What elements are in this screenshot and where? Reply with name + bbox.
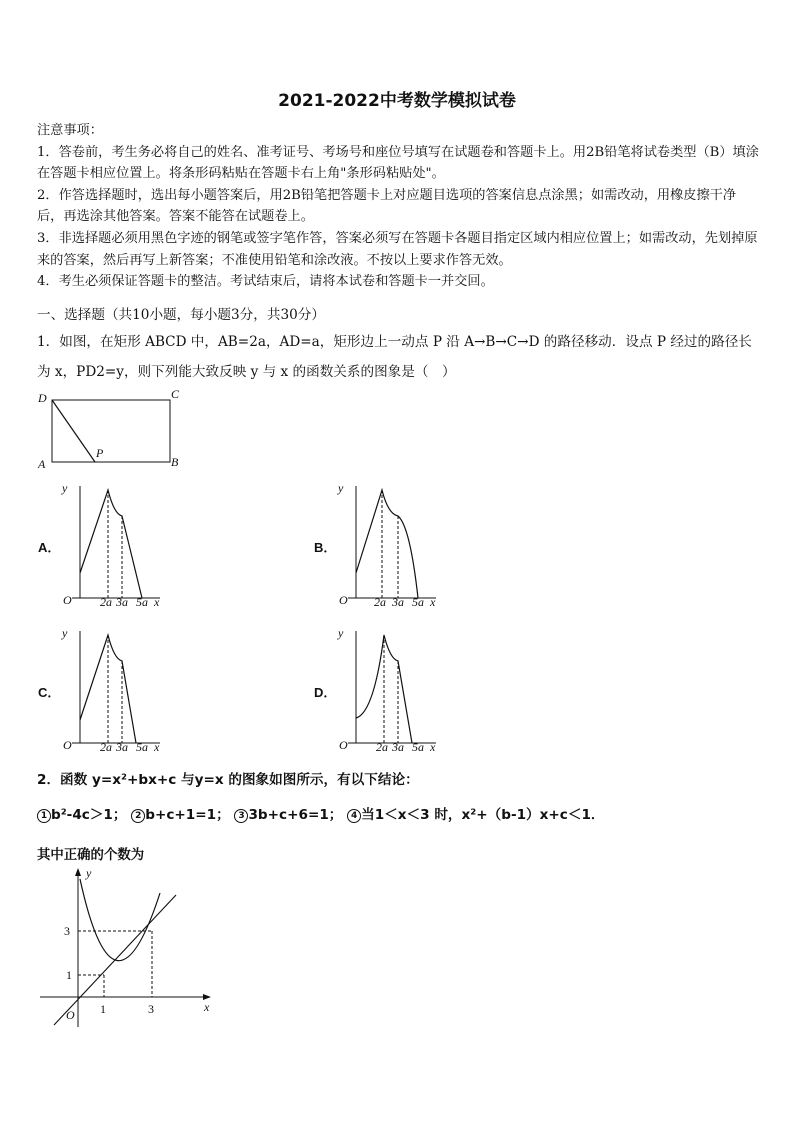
question-2-text: 2．函数 y=x²+bx+c 与y=x 的图象如图所示，有以下结论：: [37, 772, 419, 788]
svg-text:O: O: [66, 1008, 75, 1022]
svg-text:5a: 5a: [412, 595, 424, 609]
section-heading: 一、选择题（共10小题，每小题3分，共30分）: [37, 307, 325, 323]
label-c: C: [171, 387, 180, 401]
option-d-graph: [336, 623, 446, 753]
label-p: P: [96, 446, 104, 460]
option-d-label: D．: [314, 685, 337, 700]
notes-block: [37, 120, 762, 293]
note-item: 2．作答选择题时，选出每小题答案后，用2B铅笔把答题卡上对应题目选项的答案信息点涂黑；如需改动，用橡皮擦干净后，再选涂其他答案。答案不能答在试题卷上。: [37, 187, 737, 225]
question-2-prompt: 其中正确的个数为: [37, 848, 145, 863]
option-c-graph: [60, 623, 170, 753]
exam-title: 2021-2022中考数学模拟试卷: [278, 91, 516, 111]
svg-text:3a: 3a: [392, 595, 404, 609]
svg-text:y: y: [62, 626, 68, 640]
svg-text:2a: 2a: [100, 595, 112, 609]
question-2-statements: 1 b²-4c＞1； 2 b+c+1=1； 3 3b+c+6=1； 4 当1＜x＜3 时，x²+（b-1）x+c＜1．: [37, 800, 762, 830]
label-a: A: [38, 457, 46, 471]
svg-text:3: 3: [64, 924, 70, 938]
svg-text:3: 3: [148, 1002, 154, 1016]
svg-text:3a: 3a: [116, 740, 128, 754]
question-1-text: 1．如图，在矩形 ABCD 中，AB=2a，AD=a，矩形边上一动点 P 沿 A→B→C→D 的路径移动．设点 P 经过的路径长为 x，PD2=y，则下列能大致反映 y 与 x 的函数关系的图象是（ ）: [37, 334, 752, 380]
option-b-label: B．: [314, 540, 337, 555]
notes-heading: 注意事项：: [37, 123, 103, 138]
svg-text:2a: 2a: [100, 740, 112, 754]
svg-text:x: x: [204, 1000, 210, 1014]
svg-text:5a: 5a: [136, 740, 148, 754]
svg-text:y: y: [62, 481, 68, 495]
svg-text:O: O: [63, 738, 72, 752]
svg-text:5a: 5a: [412, 740, 424, 754]
option-b-graph: [336, 478, 446, 608]
svg-text:x: x: [430, 595, 436, 609]
svg-text:x: x: [154, 595, 160, 609]
svg-text:y: y: [86, 866, 92, 880]
svg-text:3a: 3a: [392, 740, 404, 754]
note-item: 3．非选择题必须用黑色字迹的钢笔或签字笔作答，答案必须写在答题卡各题目指定区域内相应位置上；如需改动，先划掉原来的答案，然后再写上新答案；不准使用铅笔和涂改液。不按以上要求作答无效。: [37, 230, 758, 268]
svg-text:y: y: [338, 626, 344, 640]
svg-text:x: x: [154, 740, 160, 754]
option-c-label: C．: [38, 685, 61, 700]
svg-text:O: O: [339, 738, 348, 752]
svg-text:1: 1: [66, 968, 72, 982]
svg-text:2a: 2a: [374, 595, 386, 609]
note-item: 4．考生必须保证答题卡的整洁。考试结束后，请将本试卷和答题卡一并交回。: [37, 274, 494, 290]
label-d: D: [38, 391, 47, 405]
svg-text:O: O: [339, 593, 348, 607]
svg-text:y: y: [338, 481, 344, 495]
svg-text:1: 1: [100, 1002, 106, 1016]
question-2-graph: [36, 865, 226, 1030]
note-item: 1．答卷前，考生务必将自己的姓名、准考证号、考场号和座位号填写在试题卷和答题卡上。用2B铅笔将试卷类型（B）填涂在答题卡相应位置上。将条形码粘贴在答题卡右上角"条形码粘贴处"。: [37, 144, 759, 182]
svg-text:2a: 2a: [376, 740, 388, 754]
rectangle-figure: [36, 388, 196, 473]
svg-text:3a: 3a: [116, 595, 128, 609]
option-a-label: A．: [38, 540, 61, 555]
svg-text:x: x: [430, 740, 436, 754]
svg-text:5a: 5a: [136, 595, 148, 609]
svg-text:O: O: [63, 593, 72, 607]
label-b: B: [171, 455, 179, 469]
option-a-graph: [60, 478, 170, 608]
